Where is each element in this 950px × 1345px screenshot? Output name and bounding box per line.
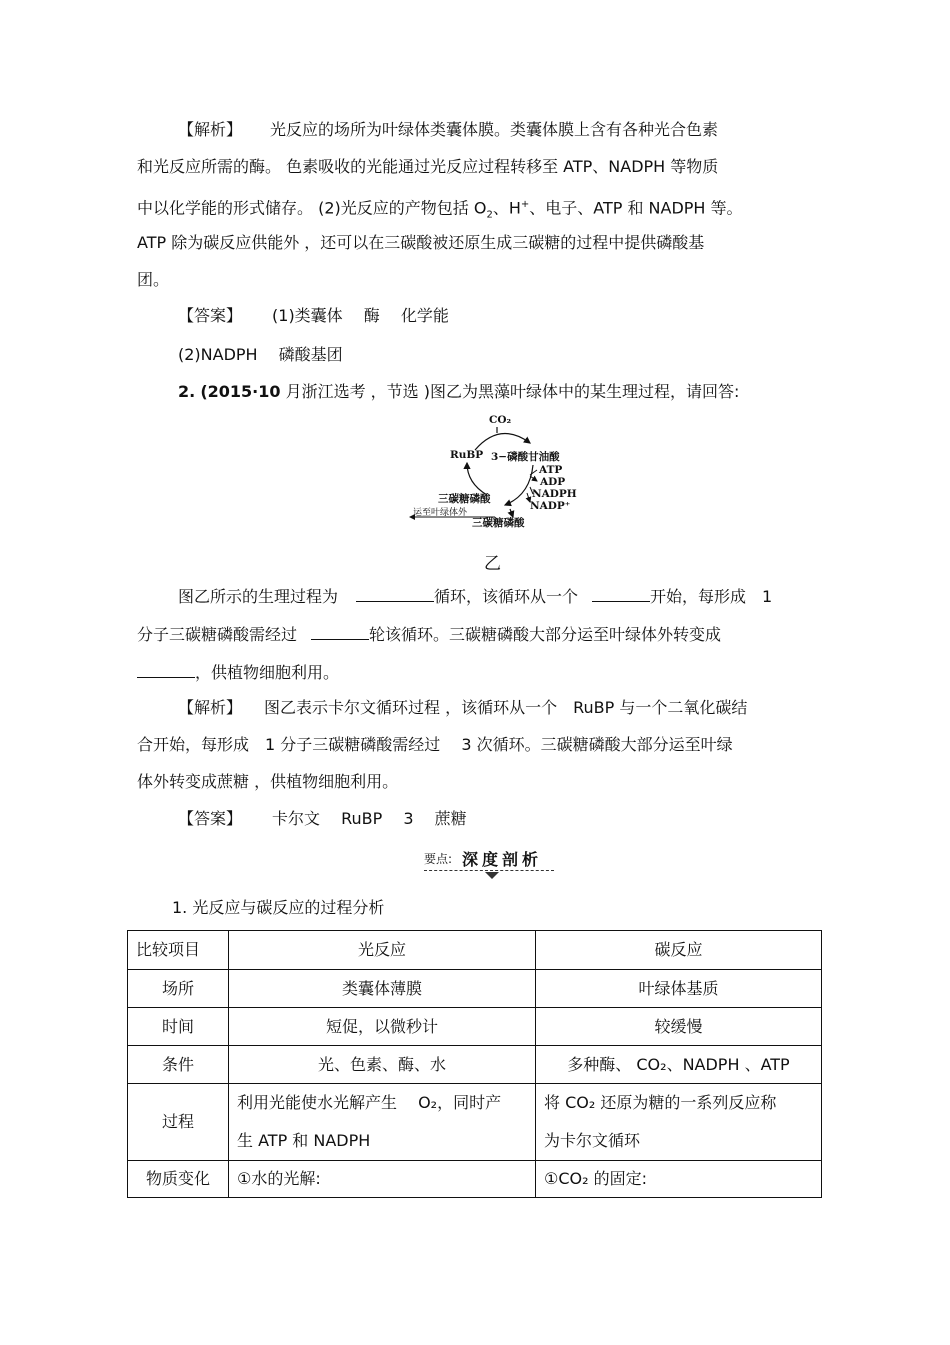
diagram-label-co2: CO₂ — [489, 414, 512, 426]
blank-3 — [311, 623, 369, 640]
answer1-line1: 【答案】 (1)类囊体 酶 化学能 — [178, 306, 449, 325]
blank-4 — [137, 661, 195, 678]
table-cell: 物质变化 — [128, 1161, 229, 1198]
analysis1-line2: 和光反应所需的酶。 色素吸收的光能通过光反应过程转移至 ATP、NADPH 等物质 — [137, 157, 719, 176]
table-cell: 时间 — [128, 1008, 229, 1046]
section-title: 深度剖析 — [462, 850, 543, 869]
analysis-tag: 【解析】 — [178, 120, 243, 139]
table-cell: 短促，以微秒计 — [229, 1008, 536, 1046]
table-header-cell: 碳反应 — [536, 931, 822, 970]
analysis1-line1: 【解析】 光反应的场所为叶绿体类囊体膜。类囊体膜上含有各种光合色素 — [178, 120, 719, 139]
q2-body-line2: 分子三碳糖磷酸需经过 轮该循环。三碳糖磷酸大部分运至叶绿体外转变成 — [137, 625, 722, 644]
table-cell: ①水的光解: — [229, 1161, 536, 1198]
answer-tag: 【答案】 — [178, 809, 243, 828]
cell-line: 将 CO₂ 还原为糖的一系列反应称 — [544, 1093, 777, 1112]
table-cell: 光、色素、酶、水 — [229, 1046, 536, 1084]
diagram-label-export: 运至叶绿体外 — [413, 508, 468, 518]
calvin-cycle-diagram — [405, 413, 585, 535]
table-row — [128, 1046, 822, 1084]
answer2-line: 【答案】 卡尔文 RuBP 3 蔗糖 — [178, 809, 467, 828]
section-prefix: 要点: — [424, 852, 453, 866]
table-cell — [229, 1084, 536, 1161]
table-header-cell: 光反应 — [229, 931, 536, 970]
q2-body-line1: 图乙所示的生理过程为 循环，该循环从一个 开始，每形成 1 — [178, 587, 773, 606]
diagram-label-tp-bottom: 三碳糖磷酸 — [472, 517, 525, 529]
analysis1-line3: 中以化学能的形式储存。 (2)光反应的产物包括 $O_2$、H+、电子、ATP 和 NADPH 等。 — [137, 198, 743, 221]
table-cell: 较缓慢 — [536, 1008, 822, 1046]
diagram-label-rubp: RuBP — [450, 449, 484, 461]
analysis2-line3: 体外转变成蔗糖 ，供植物细胞利用。 — [137, 772, 399, 791]
down-triangle-icon — [485, 872, 499, 879]
cell-line: 生 ATP 和 NADPH — [237, 1131, 371, 1150]
question2-heading: 2. (2015·10 月浙江选考 ，节选 )图乙为黑藻叶绿体中的某生理过程，请回答: — [178, 382, 740, 401]
table-row — [128, 1084, 822, 1161]
blank-1 — [356, 585, 434, 602]
section-underline — [424, 870, 554, 871]
table-header-row — [128, 931, 822, 970]
diagram-caption: 乙 — [484, 554, 501, 574]
table-cell — [536, 1084, 822, 1161]
table-cell: 类囊体薄膜 — [229, 970, 536, 1008]
table-cell: 叶绿体基质 — [536, 970, 822, 1008]
diagram-label-3pga: 3−磷酸甘油酸 — [491, 451, 560, 463]
diagram-label-adp: ADP — [540, 476, 566, 488]
comparison-table — [127, 930, 822, 1198]
analysis1-line5: 团。 — [137, 270, 170, 289]
diagram-label-tp-left: 三碳糖磷酸 — [438, 493, 491, 505]
cell-line: 为卡尔文循环 — [544, 1131, 641, 1150]
table-cell: 场所 — [128, 970, 229, 1008]
table-row — [128, 1008, 822, 1046]
table-cell: 多种酶、 CO₂、NADPH 、ATP — [536, 1046, 822, 1084]
analysis2-line1: 【解析】 图乙表示卡尔文循环过程 ，该循环从一个 RuBP 与一个二氧化碳结 — [178, 698, 748, 717]
answer1-line2: (2)NADPH 磷酸基团 — [178, 345, 343, 364]
diagram-label-nadp: NADP⁺ — [530, 500, 571, 512]
table-cell: 过程 — [128, 1084, 229, 1161]
diagram-label-atp: ATP — [539, 464, 563, 476]
table-header-cell: 比较项目 — [128, 931, 229, 970]
table-row — [128, 970, 822, 1008]
section-heading — [424, 846, 554, 880]
cell-line: 利用光能使水光解产生 O₂，同时产 — [237, 1093, 502, 1112]
diagram-label-nadph: NADPH — [532, 488, 577, 500]
analysis1-line4: ATP 除为碳反应供能外 ，还可以在三碳酸被还原生成三碳糖的过程中提供磷酸基 — [137, 233, 705, 252]
table-cell: ①CO₂ 的固定: — [536, 1161, 822, 1198]
answer-tag: 【答案】 — [178, 306, 243, 325]
table-cell: 条件 — [128, 1046, 229, 1084]
table-title: 1. 光反应与碳反应的过程分析 — [172, 898, 385, 917]
table-row — [128, 1161, 822, 1198]
q2-body-line3: ，供植物细胞利用。 — [137, 661, 339, 683]
analysis-tag: 【解析】 — [178, 698, 243, 717]
blank-2 — [592, 585, 650, 602]
analysis2-line2: 合开始，每形成 1 分子三碳糖磷酸需经过 3 次循环。三碳糖磷酸大部分运至叶绿 — [137, 735, 733, 754]
